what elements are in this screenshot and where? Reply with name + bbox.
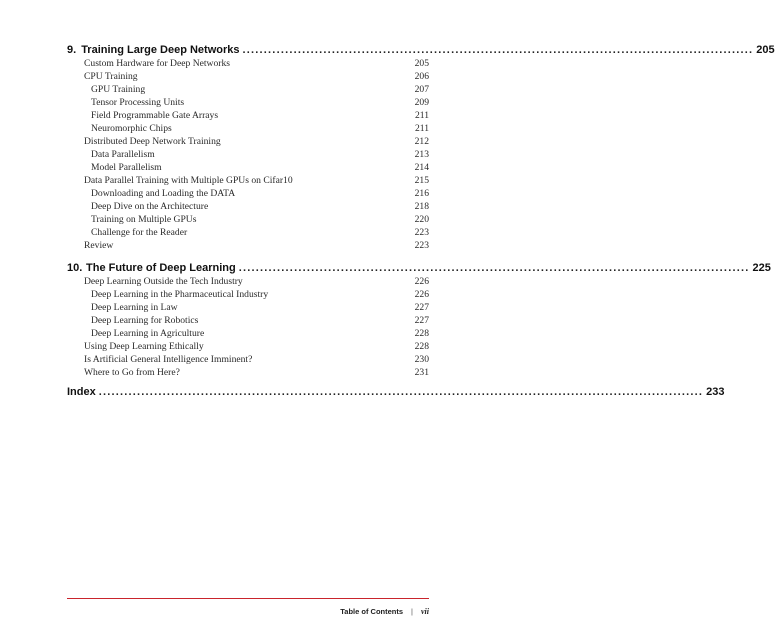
toc-entry[interactable] bbox=[84, 341, 429, 354]
dot-leader: ........................................................................................................................ bbox=[238, 262, 750, 274]
entry-title: Distributed Deep Network Training bbox=[84, 136, 221, 147]
entry-page: 223 bbox=[414, 227, 429, 238]
entry-page: 223 bbox=[414, 240, 429, 251]
chapter-page: 225 bbox=[752, 262, 771, 274]
toc-entry[interactable] bbox=[84, 354, 429, 367]
entry-title: Deep Learning Outside the Tech Industry bbox=[84, 276, 243, 287]
entry-page: 226 bbox=[414, 276, 429, 287]
entry-page: 211 bbox=[414, 123, 429, 134]
toc-subentry[interactable] bbox=[91, 123, 429, 136]
toc-entry[interactable] bbox=[84, 71, 429, 84]
toc-subentry[interactable] bbox=[91, 162, 429, 175]
entry-page: 226 bbox=[414, 289, 429, 300]
chapter-number: 9. bbox=[67, 44, 77, 56]
entry-title: CPU Training bbox=[84, 71, 138, 82]
toc-entry[interactable] bbox=[84, 240, 429, 253]
toc-entry[interactable] bbox=[84, 136, 429, 149]
chapter-title: The Future of Deep Learning bbox=[86, 262, 236, 274]
entry-title: Where to Go from Here? bbox=[84, 367, 180, 378]
footer-page-number: vii bbox=[421, 606, 429, 616]
toc-subentry[interactable] bbox=[91, 110, 429, 123]
toc-subentry[interactable] bbox=[91, 328, 429, 341]
toc-subentry[interactable] bbox=[91, 84, 429, 97]
entry-page: 211 bbox=[414, 110, 429, 121]
toc-entry[interactable] bbox=[84, 58, 429, 71]
entry-page: 207 bbox=[414, 84, 429, 95]
entry-page: 228 bbox=[414, 341, 429, 352]
entry-page: 231 bbox=[414, 367, 429, 378]
toc-subentry[interactable] bbox=[91, 214, 429, 227]
entry-page: 212 bbox=[414, 136, 429, 147]
entry-page: 228 bbox=[414, 328, 429, 339]
toc-subentry[interactable] bbox=[91, 315, 429, 328]
toc-subentry[interactable] bbox=[91, 149, 429, 162]
index-page: 233 bbox=[706, 386, 725, 398]
index-heading[interactable] bbox=[67, 386, 725, 402]
toc-entry[interactable] bbox=[84, 175, 429, 188]
page-footer bbox=[340, 604, 429, 618]
toc-subentry[interactable] bbox=[91, 201, 429, 214]
entry-title: Data Parallelism bbox=[91, 149, 155, 160]
footer-section-title: Table of Contents bbox=[340, 606, 404, 616]
entry-page: 227 bbox=[414, 302, 429, 313]
entry-title: Model Parallelism bbox=[91, 162, 162, 173]
entry-title: Deep Learning in Law bbox=[91, 302, 178, 313]
chapter-number: 10. bbox=[67, 262, 83, 274]
entry-page: 230 bbox=[414, 354, 429, 365]
entry-title: Challenge for the Reader bbox=[91, 227, 188, 238]
entry-title: Tensor Processing Units bbox=[91, 97, 185, 108]
entry-title: Using Deep Learning Ethically bbox=[84, 341, 204, 352]
entry-title: Training on Multiple GPUs bbox=[91, 214, 197, 225]
footer-separator: | bbox=[411, 606, 413, 616]
chapter-page: 205 bbox=[756, 44, 775, 56]
dot-leader: ........................................................................................................................ bbox=[242, 44, 754, 56]
entry-title: Deep Dive on the Architecture bbox=[91, 201, 209, 212]
entry-title: Deep Learning in the Pharmaceutical Industry bbox=[91, 289, 269, 300]
entry-title: Custom Hardware for Deep Networks bbox=[84, 58, 230, 69]
entry-page: 206 bbox=[414, 71, 429, 82]
entry-title: Field Programmable Gate Arrays bbox=[91, 110, 219, 121]
entry-title: Is Artificial General Intelligence Imminent? bbox=[84, 354, 253, 365]
entry-page: 213 bbox=[414, 149, 429, 160]
entry-page: 205 bbox=[414, 58, 429, 69]
entry-page: 215 bbox=[414, 175, 429, 186]
entry-title: Data Parallel Training with Multiple GPUs on Cifar10 bbox=[84, 175, 293, 186]
dot-leader: .............................................................................................................................................. bbox=[98, 386, 704, 398]
toc-subentry[interactable] bbox=[91, 97, 429, 110]
chapter-title: Training Large Deep Networks bbox=[81, 44, 240, 56]
toc-subentry[interactable] bbox=[91, 289, 429, 302]
toc-entry[interactable] bbox=[84, 367, 429, 380]
entry-title: Deep Learning for Robotics bbox=[91, 315, 199, 326]
toc-subentry[interactable] bbox=[91, 227, 429, 240]
footer-rule bbox=[67, 598, 429, 599]
index-title: Index bbox=[67, 386, 96, 398]
entry-page: 220 bbox=[414, 214, 429, 225]
toc-subentry[interactable] bbox=[91, 302, 429, 315]
entry-page: 218 bbox=[414, 201, 429, 212]
entry-title: Deep Learning in Agriculture bbox=[91, 328, 205, 339]
toc-entry[interactable] bbox=[84, 276, 429, 289]
toc-subentry[interactable] bbox=[91, 188, 429, 201]
entry-page: 209 bbox=[414, 97, 429, 108]
entry-page: 227 bbox=[414, 315, 429, 326]
entry-title: Downloading and Loading the DATA bbox=[91, 188, 236, 199]
entry-title: GPU Training bbox=[91, 84, 146, 95]
entry-page: 214 bbox=[414, 162, 429, 173]
entry-page: 216 bbox=[414, 188, 429, 199]
entry-title: Review bbox=[84, 240, 114, 251]
entry-title: Neuromorphic Chips bbox=[91, 123, 172, 134]
